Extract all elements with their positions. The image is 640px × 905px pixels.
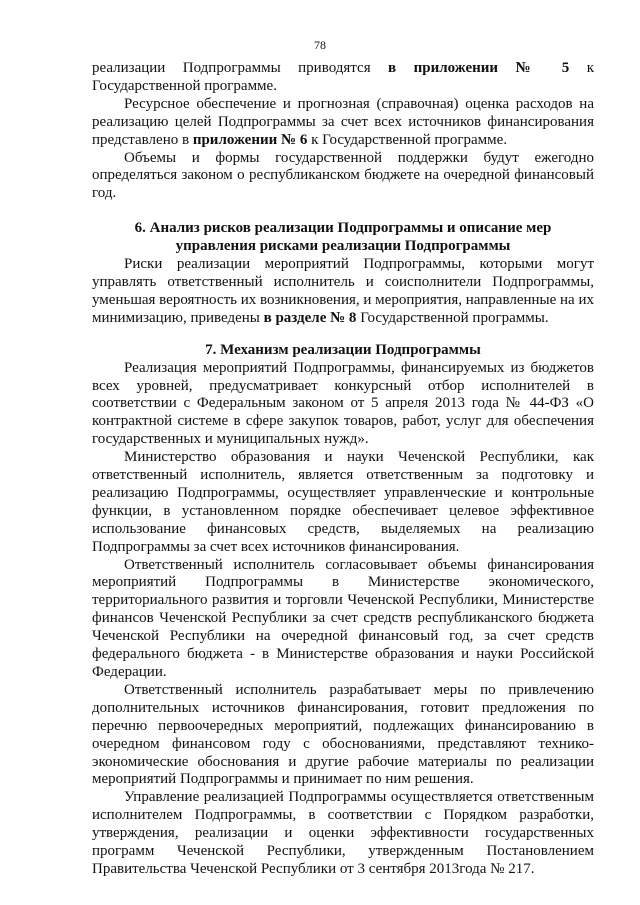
- section-6-heading-line2: управления рисками реализации Подпрограммы: [175, 238, 511, 255]
- paragraph-resource-support: [92, 96, 594, 150]
- appendix-5-reference: в приложении № 5: [388, 60, 570, 76]
- paragraph-competitive-selection: Реализация мероприятий Подпрограммы, финансируемых из бюджетов всех уровней, предусматривает конкурсный отбор исполнителей в соответствии с Федеральным законом от 5 апреля 2013 года № 44-ФЗ «О контрактной системе в сфере закупок товаров, работ, услуг для обеспечения государственных и муниципальных нужд».: [92, 359, 594, 448]
- section-6-heading-line1: 6. Анализ рисков реализации Подпрограммы и описание мер: [134, 220, 552, 237]
- paragraph-risks: [92, 256, 594, 328]
- page-body: [92, 60, 594, 879]
- paragraph-additional-sources: Ответственный исполнитель разрабатывает меры по привлечению дополнительных источников финансирования, готовит предложения по перечню первоочередных мероприятий, подлежащих финансированию в очередном финансовом году с обоснованиями, представляют технико-экономические обоснования и другие рабочие материалы по реализации мероприятий Подпрограммы и принимает по ним решения.: [92, 681, 594, 788]
- section-6-heading: [92, 220, 594, 256]
- paragraph-management: Управление реализацией Подпрограммы осуществляется ответственным исполнителем Подпрограммы, в соответствии с Порядком разработки, утверждения, реализации и оценки эффективности государственных программ Чеченской Республики, утвержденным Постановлением Правительства Чеченской Республики от 3 сентября 2013года № 217.: [92, 789, 594, 877]
- paragraph-text: Государственной программы.: [356, 309, 549, 326]
- section-7-heading: 7. Механизм реализации Подпрограммы: [205, 341, 481, 358]
- section-8-reference: в разделе № 8: [263, 309, 357, 326]
- paragraph-text: к Государственной программе.: [92, 60, 594, 94]
- paragraph-text: Ресурсное обеспечение и прогнозная (справочная) оценка расходов на реализацию целей Подпрограммы за счет всех источников финансирования представлено в: [92, 95, 594, 148]
- paragraph-text: реализации Подпрограммы приводятся: [92, 60, 389, 76]
- paragraph-text: Риски реализации мероприятий Подпрограммы, которыми могут управлять ответственный исполнитель и соисполнители Подпрограммы, уменьшая вероятность их возникновения, и мероприятия, направленные на их минимизацию, приведены: [92, 256, 594, 326]
- paragraph-ministry-role: Министерство образования и науки Чеченской Республики, как ответственный исполнитель, является ответственным за подготовку и реализацию Подпрограммы, осуществляет управленческие и контрольные функции, в установленном порядке обеспечивает целевое эффективное использование финансовых средств, выделяемых на реализацию Подпрограммы за счет всех источников финансирования.: [92, 449, 594, 555]
- paragraph-appendix-5: [92, 60, 594, 96]
- paragraph-text: к Государственной программе.: [307, 131, 508, 148]
- paragraph-financing-approval: Ответственный исполнитель согласовывает объемы финансирования мероприятий Подпрограммы в Министерстве экономического, территориального развития и торговли Чеченской Республики, Министерстве финансов Чеченской Республики за счет средств республиканского бюджета Чеченской Республики на очередной финансовый год, за счет средств федерального бюджета - в Министерстве образования и науки Российской Федерации.: [92, 556, 594, 680]
- page-number: 78: [314, 38, 326, 52]
- appendix-6-reference: приложении № 6: [192, 131, 308, 148]
- paragraph-state-support: Объемы и формы государственной поддержки будут ежегодно определяться законом о республиканском бюджете на очередной финансовый год.: [92, 149, 594, 202]
